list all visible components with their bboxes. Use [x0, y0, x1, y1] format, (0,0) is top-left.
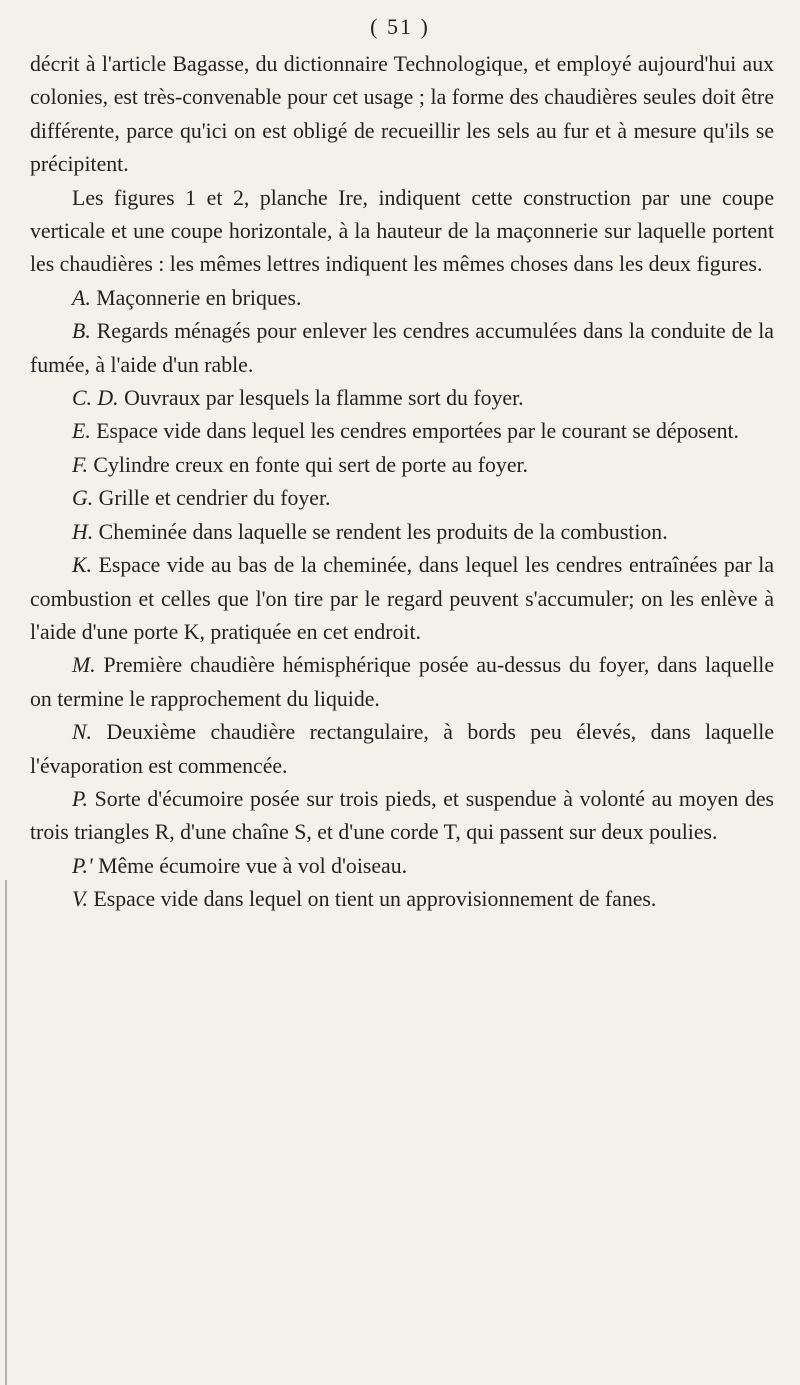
legend-item-c-d — [30, 382, 774, 415]
page-number: ( 51 ) — [370, 14, 430, 39]
legend-key: P. — [72, 786, 88, 811]
legend-item-k — [30, 549, 774, 649]
legend-text: Maçonnerie en briques. — [96, 285, 302, 310]
page-edge-shadow — [5, 880, 7, 1385]
legend-key: H. — [72, 519, 94, 544]
legend-item-v — [30, 883, 774, 916]
legend-item-p — [30, 783, 774, 850]
legend-key: F. — [72, 452, 88, 477]
legend-text: Cheminée dans laquelle se rendent les produits de la combustion. — [98, 519, 668, 544]
paragraph-text: Les figures 1 et 2, planche Ire, indiquent cette construction par une coupe verticale et une coupe horizontale, à la hauteur de la maçonnerie sur laquelle portent les chaudières : les mêmes lettres indiquent les mêmes choses dans les deux figures. — [30, 185, 774, 277]
legend-text: Regards ménagés pour enlever les cendres accumulées dans la conduite de la fumée, à l'aide d'un rable. — [30, 319, 774, 377]
legend-key: C. D. — [72, 386, 119, 411]
legend-text: Première chaudière hémisphérique posée au-dessus du foyer, dans laquelle on termine le rapprochement du liquide. — [30, 653, 774, 711]
legend-key: N. — [72, 720, 92, 745]
legend-text: Espace vide dans lequel on tient un approvisionnement de fanes. — [93, 887, 657, 912]
legend-text: Sorte d'écumoire posée sur trois pieds, et suspendue à volonté au moyen des trois triangles R, d'une chaîne S, et d'une corde T, qui passent sur deux poulies. — [30, 786, 774, 845]
legend-key: P.' — [72, 853, 93, 878]
legend-item-e — [30, 415, 774, 448]
legend-text: Ouvraux par lesquels la flamme sort du foyer. — [124, 386, 524, 411]
legend-key: E. — [72, 419, 91, 444]
legend-item-p-prime — [30, 850, 774, 883]
legend-key: K. — [72, 553, 92, 578]
legend-key: G. — [72, 486, 94, 511]
legend-key: A. — [72, 285, 91, 310]
legend-text: Même écumoire vue à vol d'oiseau. — [98, 853, 408, 878]
legend-item-h — [30, 516, 774, 549]
legend-item-g — [30, 482, 774, 515]
paragraph-text: décrit à l'article Bagasse, du dictionnaire Technologique, et employé aujourd'hui aux colonies, est très-convenable pour cet usage ; la forme des chaudières seules doit être différente, parce qu'ici on est obligé de recueillir les sels au fur et à mesure qu'ils se précipitent. — [30, 52, 774, 177]
legend-text: Cylindre creux en fonte qui sert de porte au foyer. — [93, 452, 528, 477]
legend-text: Espace vide au bas de la cheminée, dans lequel les cendres entraînées par la combustion et celles que l'on tire par le regard peuvent s'accumuler; on les enlève à l'aide d'une porte K, pratiquée en cet endroit. — [30, 553, 774, 644]
legend-text: Deuxième chaudière rectangulaire, à bords peu élevés, dans laquelle l'évaporation est commencée. — [30, 720, 774, 778]
legend-key: M. — [72, 653, 96, 678]
legend-item-b — [30, 315, 774, 382]
legend-item-n — [30, 716, 774, 783]
legend-text: Espace vide dans lequel les cendres emportées par le courant se déposent. — [96, 419, 739, 444]
legend-item-f — [30, 449, 774, 482]
body-text — [30, 48, 774, 917]
paragraph-figures — [30, 182, 774, 282]
legend-key: V. — [72, 887, 88, 912]
legend-text: Grille et cendrier du foyer. — [98, 486, 331, 511]
legend-item-m — [30, 649, 774, 716]
legend-item-a — [30, 282, 774, 315]
paragraph-intro — [30, 48, 774, 182]
legend-key: B. — [72, 319, 91, 344]
